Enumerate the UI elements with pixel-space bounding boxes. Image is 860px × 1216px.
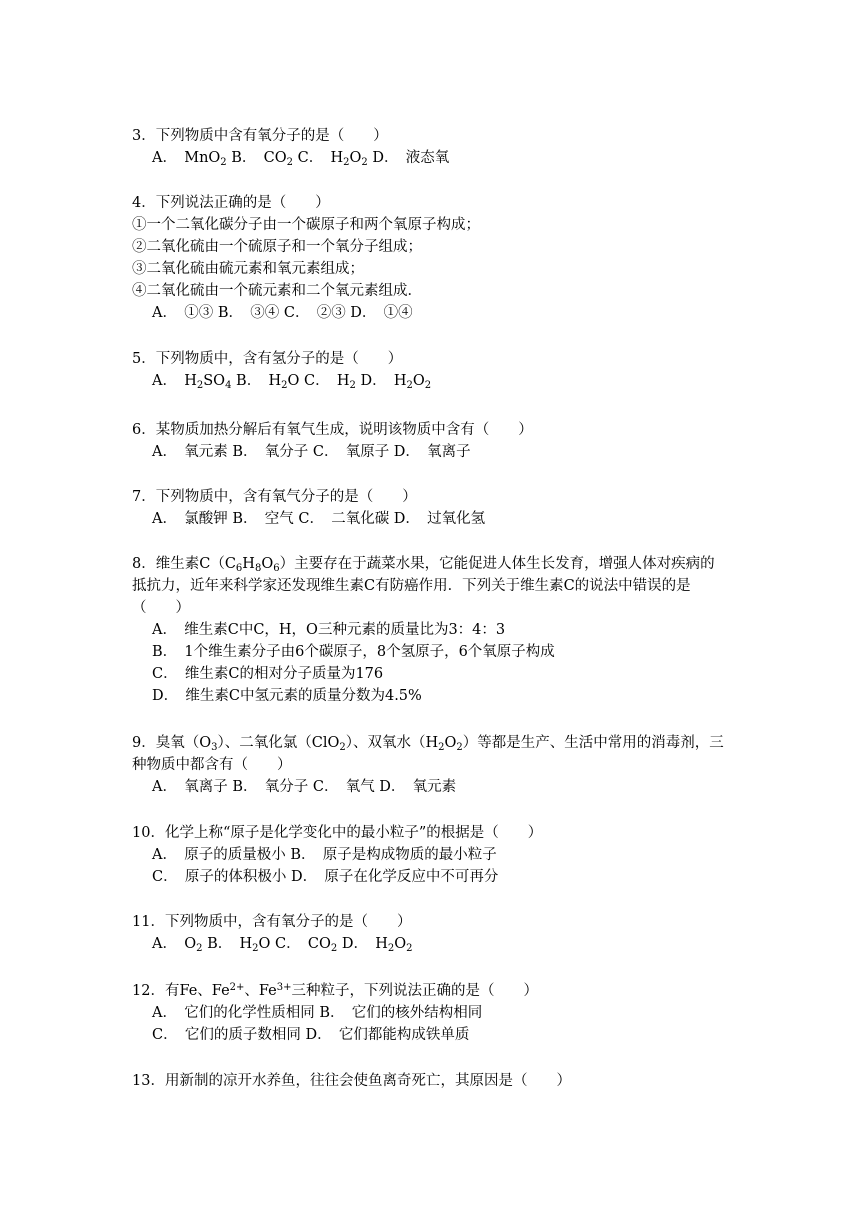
question-item bbox=[132, 419, 732, 463]
question-item bbox=[132, 822, 732, 888]
answer-options: A． ①③ B． ③④ C． ②③ D． ①④ bbox=[152, 305, 413, 321]
question-stem-line: 9．臭氧$(O_3)$、二氧化氯（ClO$_2$）、双氧水$(H_2O_2)$等都是生产、生活中常用的消毒剂，三 bbox=[132, 735, 724, 753]
answer-options: A． 氯酸钾 B． 空气 C． 二氧化碳 D． 过氧化氢 bbox=[152, 511, 486, 527]
question-stem-line: ②二氧化硫由一个硫原子和一个氧分子组成； bbox=[132, 239, 422, 255]
question-item bbox=[132, 348, 732, 392]
question-stem-line: （ ） bbox=[132, 600, 190, 616]
answer-options: C． 它们的质子数相同 D． 它们都能构成铁单质 bbox=[152, 1027, 470, 1043]
answer-options: A． $O_2$ B． $H_2O$ C． $CO_2$ D． $H_2O_2$ bbox=[152, 936, 413, 954]
answer-options: A． 原子的质量极小 B． 原子是构成物质的最小粒子 bbox=[152, 847, 497, 863]
question-stem-line: 7．下列物质中，含有氧气分子的是（ ） bbox=[132, 489, 417, 505]
answer-options: A． MnO$_2$ B． $CO_2$ C． $H_2O_2$ D． 液态氧 bbox=[152, 150, 450, 168]
answer-options: A． 氧离子 B． 氧分子 C． 氧气 D． 氧元素 bbox=[152, 779, 457, 795]
question-stem-line: 10．化学上称“原子是化学变化中的最小粒子”的根据是（ ） bbox=[132, 825, 543, 841]
question-stem-line: 4．下列说法正确的是（ ） bbox=[132, 195, 330, 211]
question-stem-line: 11．下列物质中，含有氧分子的是（ ） bbox=[132, 914, 412, 930]
question-item bbox=[132, 125, 732, 169]
question-stem-line: ④二氧化硫由一个硫元素和二个氧元素组成． bbox=[132, 283, 422, 299]
question-stem-line: 抵抗力，近年来科学家还发现维生素C有防癌作用．下列关于维生素C的说法中错误的是 bbox=[132, 578, 691, 594]
question-item bbox=[132, 911, 732, 955]
answer-options: B． 1个维生素分子由6个碳原子，8个氢原子，6个氧原子构成 bbox=[152, 644, 555, 660]
question-item bbox=[132, 980, 732, 1046]
answer-options: A． 它们的化学性质相同 B． 它们的核外结构相同 bbox=[152, 1005, 483, 1021]
question-stem-line: 3．下列物质中含有氧分子的是（ ） bbox=[132, 128, 388, 144]
question-item bbox=[132, 192, 732, 324]
question-stem-line: ①一个二氧化碳分子由一个碳原子和两个氧原子构成； bbox=[132, 217, 480, 233]
question-stem-line: 13．用新制的凉开水养鱼，往往会使鱼离奇死亡，其原因是（ ） bbox=[132, 1073, 571, 1089]
answer-options: C． 原子的体积极小 D． 原子在化学反应中不可再分 bbox=[152, 869, 499, 885]
question-stem-line: 8．维生素$C(C_6H_8O_6)$主要存在于蔬菜水果，它能促进人体生长发育，增强人体对疾病的 bbox=[132, 556, 715, 574]
question-stem-line: 12．有Fe、$Fe^{2+}$、$Fe^{3+}$三种粒子，下列说法正确的是（ ） bbox=[132, 982, 539, 999]
answer-options: D． 维生素C中氢元素的质量分数为4.5% bbox=[152, 688, 422, 704]
answer-options: A． $H_2SO_4$ B． $H_2O$ C． $H_2$ D． $H_2O_2$ bbox=[152, 373, 432, 391]
answer-options: A． 氧元素 B． 氧分子 C． 氧原子 D． 氧离子 bbox=[152, 444, 471, 460]
question-stem-line: 6．某物质加热分解后有氧气生成，说明该物质中含有（ ） bbox=[132, 422, 533, 438]
question-item bbox=[132, 732, 732, 798]
question-stem-line: 5．下列物质中，含有氢分子的是（ ） bbox=[132, 351, 403, 367]
question-item bbox=[132, 1070, 732, 1092]
question-stem-line: 种物质中都含有（ ） bbox=[132, 757, 292, 773]
answer-options: C． 维生素C的相对分子质量为176 bbox=[152, 666, 384, 682]
question-item bbox=[132, 486, 732, 530]
question-item bbox=[132, 553, 732, 707]
answer-options: A． 维生素C中C，H，O三种元素的质量比为3：4：3 bbox=[152, 622, 506, 638]
question-stem-line: ③二氧化硫由硫元素和氧元素组成； bbox=[132, 261, 364, 277]
